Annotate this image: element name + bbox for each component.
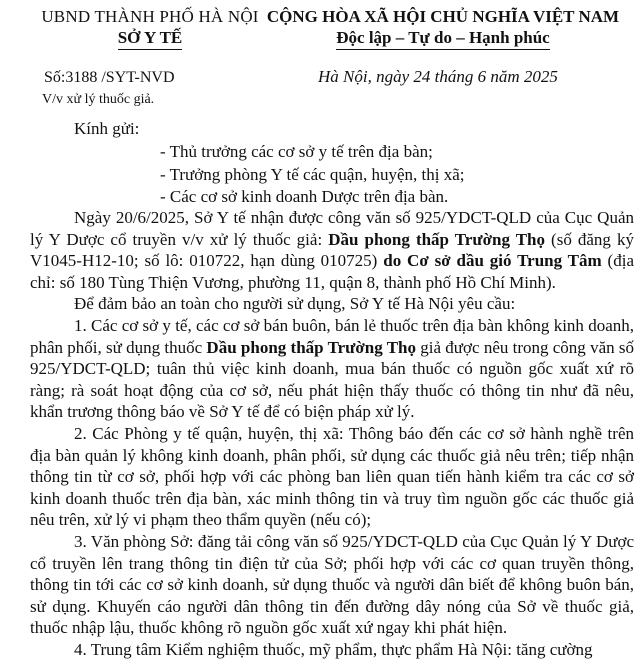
issuer-org: UBND THÀNH PHỐ HÀ NỘI: [41, 7, 259, 26]
product-name: Dầu phong thấp Trường Thọ: [206, 337, 417, 357]
recipient-item: - Các cơ sở kinh doanh Dược trên địa bàn.: [160, 187, 449, 206]
paragraph-text: 1. Các cơ sở y tế, các cơ sở bán buôn, bán lẻ thuốc trên địa bàn không kinh doanh, phân phối, sử dụng thuốc: [30, 315, 634, 357]
product-name: Dầu phong thấp Trường Thọ: [328, 229, 545, 249]
paragraph-item-4: 4. Trung tâm Kiểm nghiệm thuốc, mỹ phẩm, thực phẩm Hà Nội: tăng cường: [74, 639, 593, 659]
national-title: CỘNG HÒA XÃ HỘI CHỦ NGHĨA VIỆT NAM: [266, 7, 620, 26]
recipient-list: [160, 141, 464, 209]
paragraph-text: Ngày 20/6/2025, Sở Y tế nhận được công văn số 925/YDCT-QLD của Cục Quản lý Y Dược cổ truyền v/v xử lý thuốc giả:: [30, 208, 634, 249]
recipient-item: - Thủ trưởng các cơ sở y tế trên địa bàn;: [160, 142, 433, 161]
greeting: Kính gửi:: [74, 119, 140, 138]
recipient-item: - Trưởng phòng Y tế các quận, huyện, thị xã;: [160, 164, 465, 184]
document-subject: V/v xử lý thuốc giả.: [42, 92, 155, 107]
national-heading: [246, 6, 640, 50]
issuer-department: SỞ Y TẾ: [118, 27, 183, 50]
document-number: Số:3188 /SYT-NVD: [44, 69, 175, 86]
paragraph-notice: [30, 207, 634, 293]
paragraph-request: Để đảm bảo an toàn cho người sử dụng, Sở Y tế Hà Nội yêu cầu:: [74, 294, 516, 314]
paragraph-item-3: 3. Văn phòng Sở: đăng tải công văn số 925/YDCT-QLD của Cục Quản lý Y Dược cổ truyền lên trang thông tin điện tử của Sở; phối hợp với các cơ quan truyền thông, thông tin tới các cơ sở kinh doanh, sử dụng thuốc và người dân biết để không buôn bán, sử dụng. Khuyến cáo người dân thông tin đến đường dây nóng của Sở về thuốc giả, thuốc nhập lậu, thuốc không rõ nguồn gốc xuất xứ ngay khi phát hiện.: [30, 531, 634, 638]
letter-body: [30, 207, 634, 660]
document-date: Hà Nội, ngày 24 tháng 6 năm 2025: [318, 67, 558, 86]
paragraph-item-1: [30, 315, 634, 423]
paragraph-text: (số đăng ký V1045-H12-10; số lô: 010722, hạn dùng 010725): [30, 229, 634, 271]
paragraph-text: giả được nêu trong công văn số 925/YDCT-QLD; tuân thủ việc kinh doanh, mua bán thuốc có nguồn gốc xuất xứ rõ ràng; rà soát hoạt động của cơ sở, nếu phát hiện thấy thuốc có thông tin như đã nêu, khẩn trương thông báo về Sở Y tế để có biện pháp xử lý.: [30, 337, 634, 422]
national-motto: Độc lập – Tự do – Hạnh phúc: [336, 27, 549, 50]
paragraph-text: (địa chỉ: số 180 Tùng Thiện Vương, phường 11, quận 8, thành phố Hồ Chí Minh).: [30, 251, 634, 292]
paragraph-item-2: 2. Các Phòng y tế quận, huyện, thị xã: Thông báo đến các cơ sở hành nghề trên địa bàn quản lý không kinh doanh, phân phối, sử dụng các thuốc giả nêu trên; tiếp nhận thông tin từ cơ sở, phối hợp với các phòng ban liên quan tiến hành kiểm tra các cơ sở kinh doanh thuốc trên địa bàn, xác minh thông tin và truy tìm nguồn gốc các thuốc giả nêu trên, xử lý vi phạm theo thẩm quyền (nếu có);: [30, 423, 634, 530]
manufacturer-name: do Cơ sở dầu gió Trung Tâm: [383, 251, 602, 271]
